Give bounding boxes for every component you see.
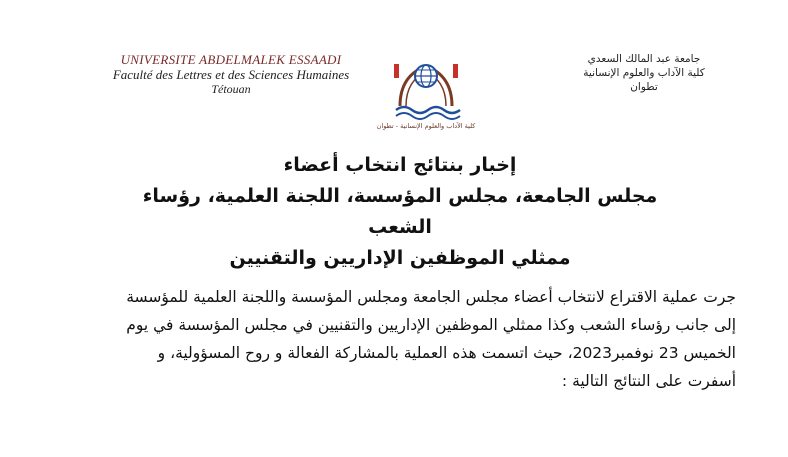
university-name-fr: UNIVERSITE ABDELMALEK ESSAADI [120, 52, 342, 67]
announcement-title [120, 150, 680, 274]
arabic-letterhead [564, 52, 724, 94]
announcement-body [64, 283, 736, 395]
title-line-2: مجلس الجامعة، مجلس المؤسسة، اللجنة العلمية، رؤساء الشعب [142, 185, 658, 238]
faculty-name-ar: كلية الآداب والعلوم الإنسانية [583, 67, 705, 79]
city-name-ar: تطوان [630, 81, 658, 93]
faculty-logo [370, 44, 482, 140]
title-line-3: ممثلي الموظفين الإداريين والتقنيين [229, 247, 571, 269]
body-line-3: الخميس 23 نوفمبر2023، حيث اتسمت هذه العملية بالمشاركة الفعالة و روح المسؤولية، و [157, 344, 736, 362]
body-line-2: إلى جانب رؤساء الشعب وكذا ممثلي الموظفين الإداريين والتقنيين في مجلس المؤسسة في يوم [126, 316, 736, 334]
body-line-1: جرت عملية الاقتراع لانتخاب أعضاء مجلس الجامعة ومجلس المؤسسة واللجنة العلمية للمؤسسة [126, 288, 736, 306]
french-letterhead [96, 52, 366, 97]
body-line-4: أسفرت على النتائج التالية : [561, 372, 736, 390]
university-name-ar: جامعة عبد المالك السعدي [587, 53, 701, 65]
city-name-fr: Tétouan [211, 82, 251, 96]
logo-caption: كلية الآداب والعلوم الإنسانية - تطوان [376, 122, 476, 130]
faculty-emblem-icon [370, 44, 482, 124]
faculty-name-fr: Faculté des Lettres et des Sciences Humaines [112, 67, 350, 82]
title-line-1: إخبار بنتائج انتخاب أعضاء [283, 154, 517, 176]
